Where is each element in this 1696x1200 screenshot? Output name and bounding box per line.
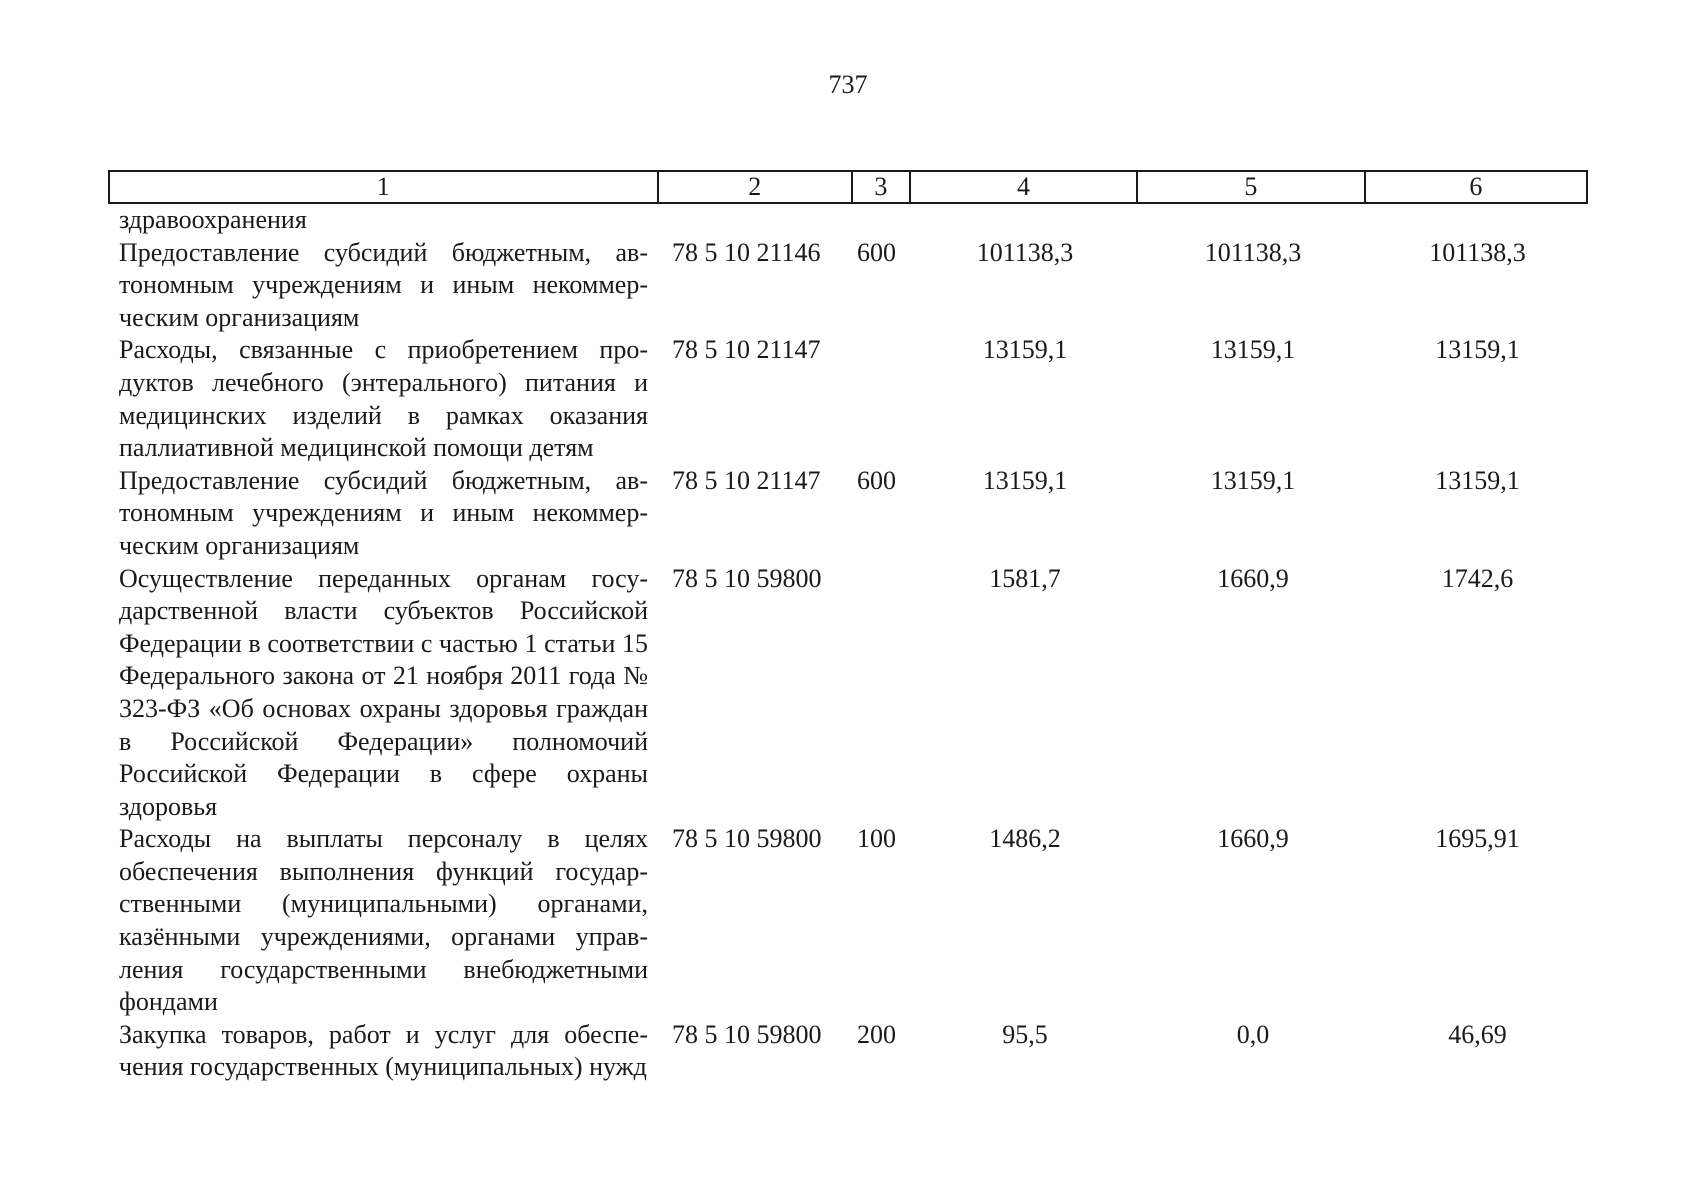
row-value-col4: 95,5	[1002, 1019, 1048, 1049]
row-expense-type: 600	[857, 465, 896, 495]
row-value-col6: 101138,3	[1429, 237, 1526, 267]
row-description: Осуществление переданных органам государственной власти субъектов Российской Федерации в соответствии с частью 1 статьи 15 Федерального закона от 21 ноября 2011 года № 323-ФЗ «Об основах охраны здоровья граждан в Российской Федерации» полномочий Российской Федерации в сфере охраны здоровья	[119, 563, 648, 821]
row-code: 78 5 10 21147	[672, 335, 821, 365]
row-value-col6: 1742,6	[1441, 563, 1514, 593]
row-code: 78 5 10 59800	[672, 563, 822, 593]
row-value-col6	[1367, 204, 1588, 237]
table-row	[108, 563, 1588, 824]
row-description: Расходы, связанные с приобретением продуктов лечебного (энтерального) питания и медицинских изделий в рамках оказания паллиативной медицинской помощи детям	[119, 335, 648, 463]
row-value-col4: 13159,1	[982, 335, 1068, 365]
table-row	[108, 465, 1588, 563]
row-expense-type: 600	[857, 237, 896, 267]
table-row	[108, 823, 1588, 1019]
row-description: Предоставление субсидий бюджетным, автономным учреждениям и иным некоммерческим организациям	[119, 237, 648, 332]
row-value-col4	[911, 204, 1139, 237]
row-description: Закупка товаров, работ и услуг для обеспечения государственных (муниципальных) нужд	[119, 1019, 648, 1082]
column-header-4: 4	[911, 172, 1138, 202]
row-expense-type	[853, 563, 911, 824]
row-expense-type	[853, 334, 911, 464]
row-description: Расходы на выплаты персоналу в целях обеспечения выполнения функций государственными (муниципальными) органами, казёнными учреждениями, органами управления государственными внебюджетными фондами	[119, 824, 648, 1017]
page-number: 737	[828, 70, 868, 99]
row-value-col5	[1139, 204, 1367, 237]
row-value-col6: 13159,1	[1435, 335, 1520, 365]
row-code: 78 5 10 59800	[672, 1019, 822, 1049]
row-value-col5: 13159,1	[1210, 335, 1296, 365]
column-header-6: 6	[1469, 172, 1483, 201]
row-code: 78 5 10 21146	[672, 237, 821, 267]
row-value-col5: 1660,9	[1217, 824, 1289, 854]
row-value-col6: 1695,91	[1435, 824, 1520, 854]
row-description: здравоохранения	[119, 205, 307, 234]
column-header-1: 1	[110, 172, 659, 202]
row-expense-type: 200	[857, 1019, 896, 1049]
row-value-col5: 0,0	[1236, 1019, 1270, 1049]
table-body	[108, 204, 1588, 1084]
column-header-2: 2	[659, 172, 853, 202]
table-row	[108, 1019, 1588, 1084]
row-expense-type: 100	[857, 824, 896, 854]
row-value-col5: 1660,9	[1217, 563, 1289, 593]
row-value-col6: 13159,1	[1435, 465, 1520, 495]
row-code	[658, 204, 853, 237]
row-value-col5: 13159,1	[1210, 465, 1296, 495]
row-description: Предоставление субсидий бюджетным, автономным учреждениям и иным некоммерческим организациям	[119, 465, 648, 560]
column-header-3: 3	[853, 172, 911, 202]
row-code: 78 5 10 59800	[672, 824, 822, 854]
column-header-5: 5	[1138, 172, 1365, 202]
row-value-col4: 1486,2	[989, 824, 1061, 854]
row-value-col4: 13159,1	[982, 465, 1068, 495]
row-value-col5: 101138,3	[1204, 237, 1302, 267]
row-value-col4: 101138,3	[976, 237, 1074, 267]
table-row	[108, 334, 1588, 464]
row-value-col4: 1581,7	[989, 563, 1061, 593]
table-row	[108, 204, 1588, 237]
row-value-col6: 46,69	[1448, 1019, 1507, 1049]
table-header	[108, 170, 1588, 204]
row-code: 78 5 10 21147	[672, 465, 821, 495]
table-row	[108, 237, 1588, 335]
row-expense-type	[853, 204, 911, 237]
